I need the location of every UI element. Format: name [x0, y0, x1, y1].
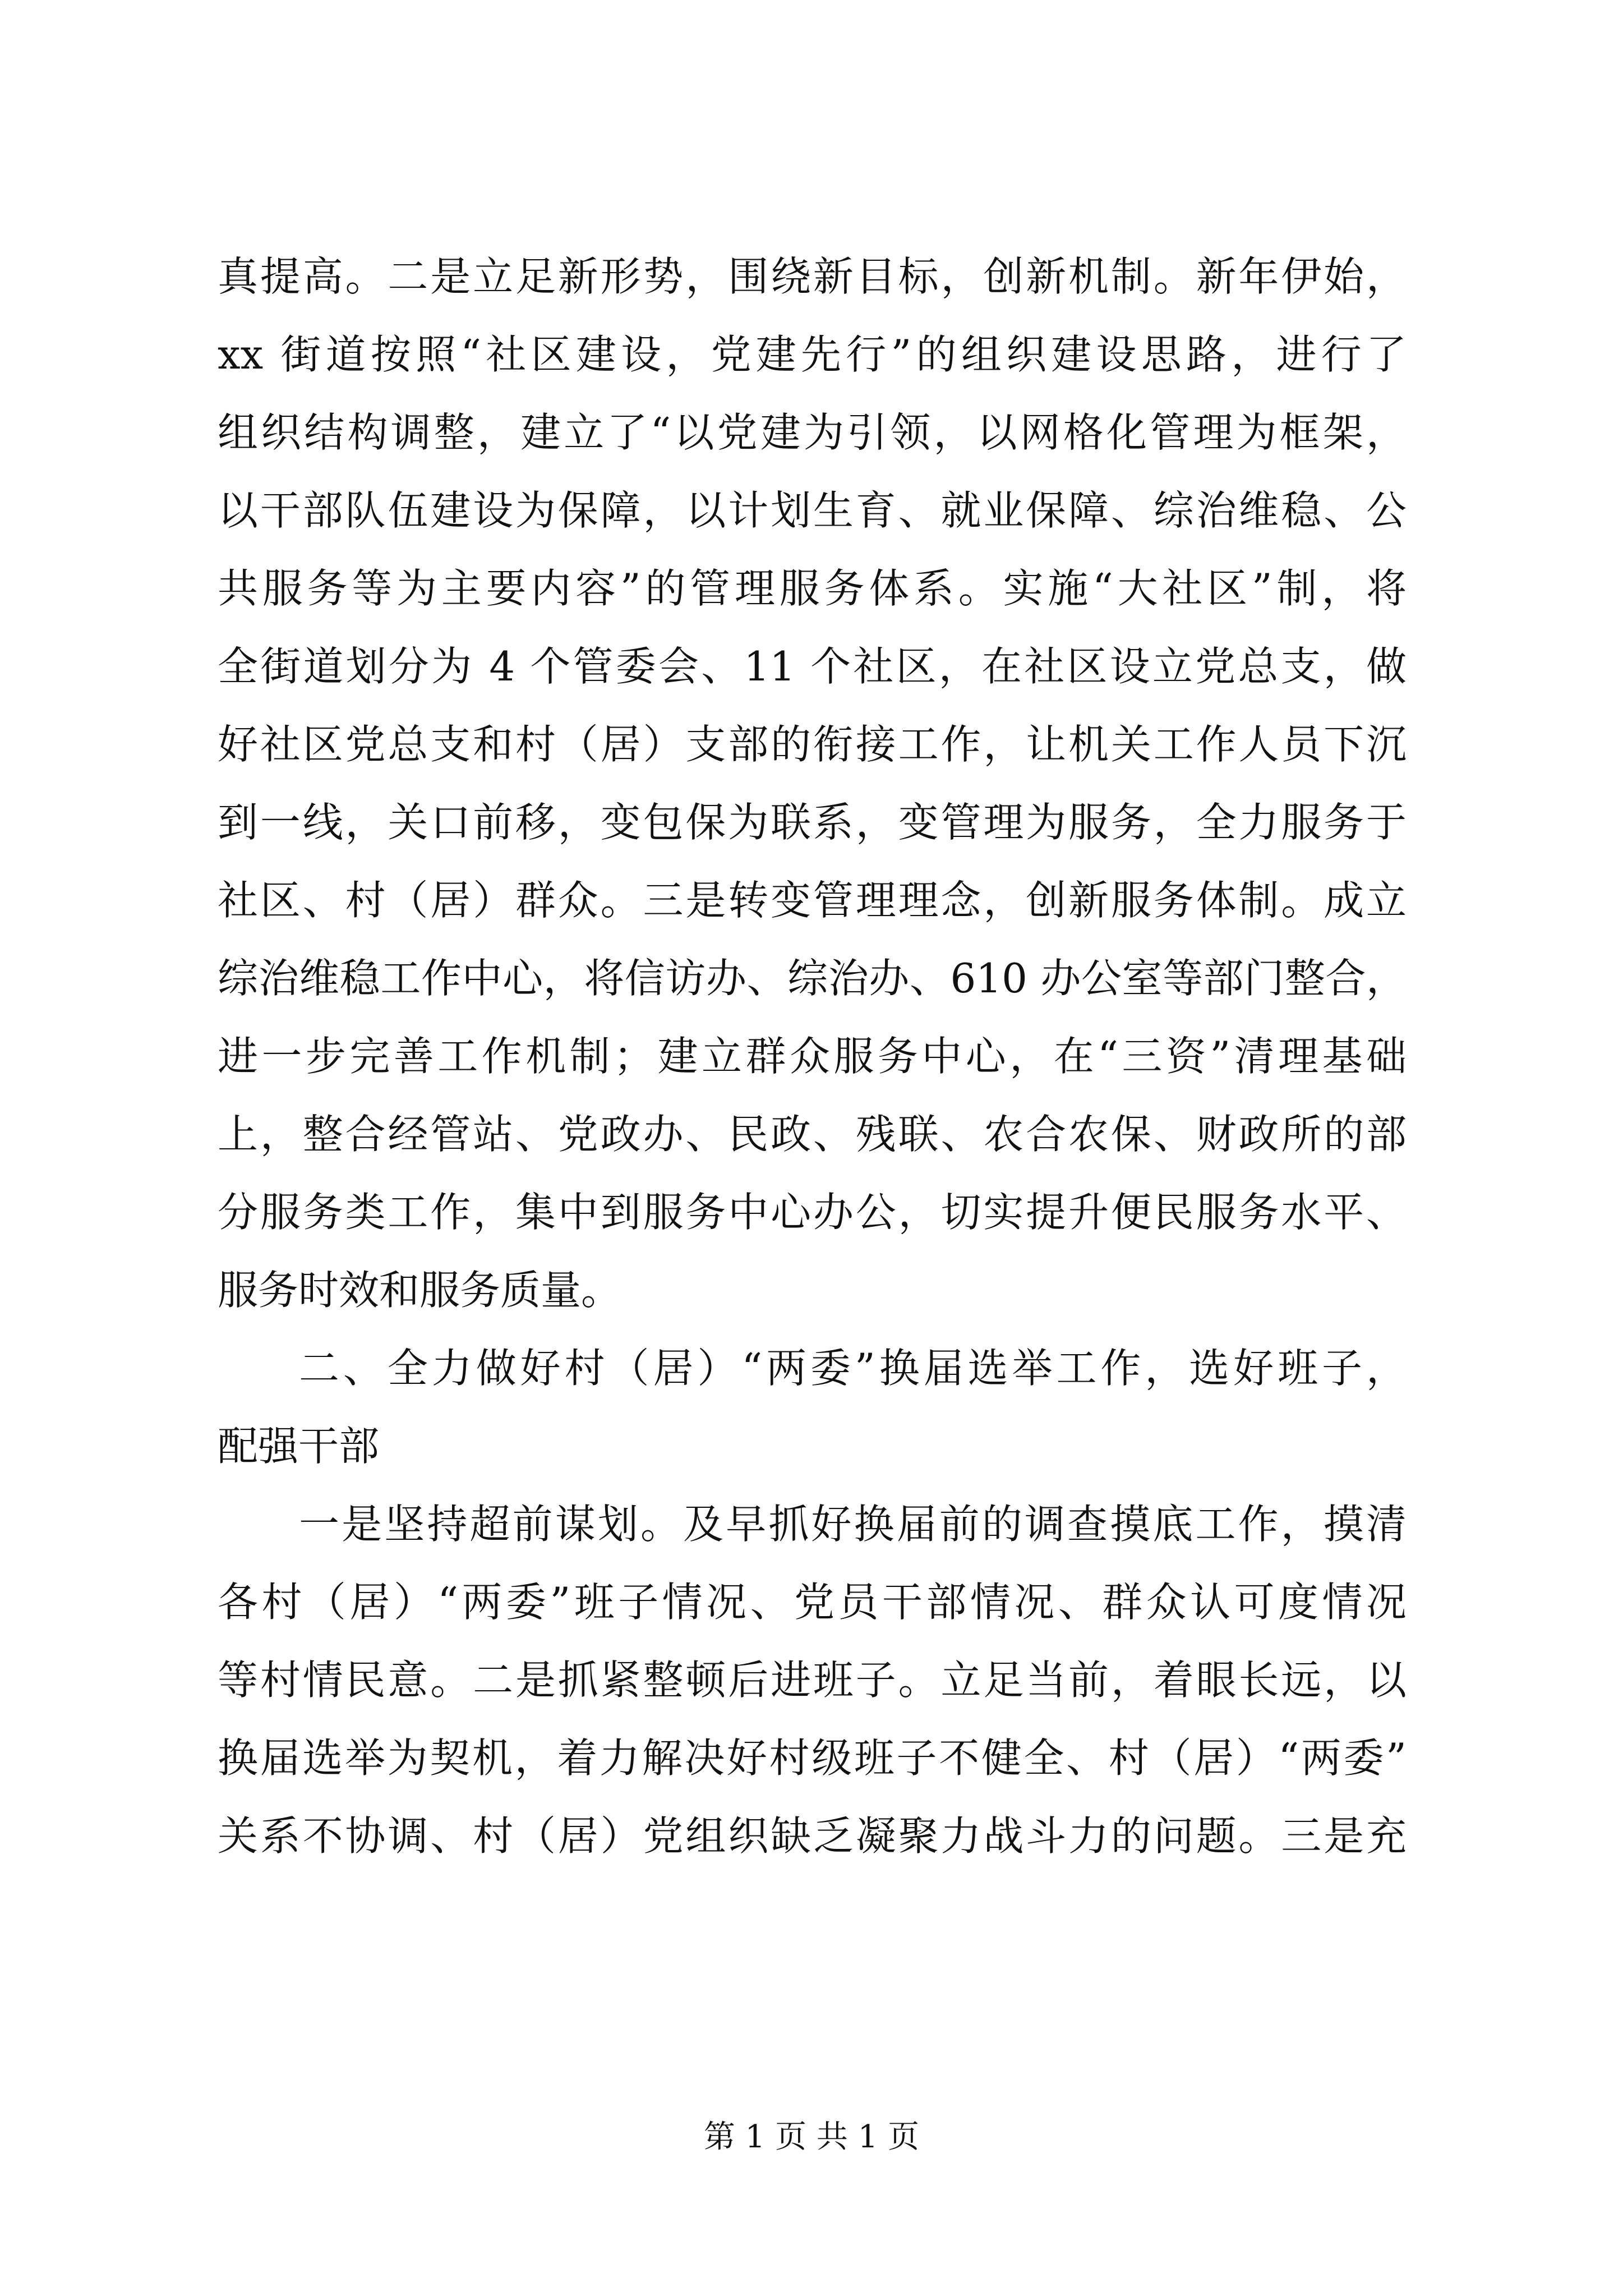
- text-line: 关系不协调、村（居）党组织缺乏凝聚力战斗力的问题。三是充: [218, 1812, 1407, 1860]
- text-line: 社区、村（居）群众。三是转变管理理念，创新服务体制。成立: [218, 877, 1407, 924]
- section-heading: 二、全力做好村（居）“两委”换届选举工作，选好班子，: [299, 1345, 1407, 1392]
- text-line: 分服务类工作，集中到服务中心办公，切实提升便民服务水平、: [218, 1189, 1407, 1236]
- text-line: 换届选举为契机，着力解决好村级班子不健全、村（居）“两委”: [218, 1734, 1407, 1782]
- text-line: 好社区党总支和村（居）支部的衔接工作，让机关工作人员下沉: [218, 721, 1407, 768]
- text-line: 等村情民意。二是抓紧整顿后进班子。立足当前，着眼长远，以: [218, 1657, 1407, 1704]
- page-footer: 第 1 页 共 1 页: [703, 2119, 920, 2155]
- text-line: 进一步完善工作机制；建立群众服务中心，在“三资”清理基础: [218, 1033, 1407, 1080]
- text-line: 真提高。二是立足新形势，围绕新目标，创新机制。新年伊始，: [218, 253, 1407, 300]
- text-line: 共服务等为主要内容”的管理服务体系。实施“大社区”制，将: [218, 565, 1407, 612]
- text-line: 综治维稳工作中心，将信访办、综治办、610 办公室等部门整合，: [218, 955, 1407, 1002]
- section-heading-continued: 配强干部: [218, 1423, 380, 1470]
- text-line: 一是坚持超前谋划。及早抓好换届前的调查摸底工作，摸清: [299, 1501, 1407, 1548]
- text-line: xx 街道按照“社区建设，党建先行”的组织建设思路，进行了: [218, 331, 1407, 378]
- text-line: 以干部队伍建设为保障，以计划生育、就业保障、综治维稳、公: [218, 487, 1407, 534]
- text-line: 服务时效和服务质量。: [218, 1267, 622, 1314]
- text-line: 上，整合经管站、党政办、民政、残联、农合农保、财政所的部: [218, 1111, 1407, 1158]
- text-line: 到一线，关口前移，变包保为联系，变管理为服务，全力服务于: [218, 799, 1407, 846]
- text-line: 各村（居）“两委”班子情况、党员干部情况、群众认可度情况: [218, 1579, 1407, 1626]
- text-line: 全街道划分为 4 个管委会、11 个社区，在社区设立党总支，做: [218, 643, 1407, 690]
- text-line: 组织结构调整，建立了“以党建为引领，以网格化管理为框架，: [218, 409, 1407, 456]
